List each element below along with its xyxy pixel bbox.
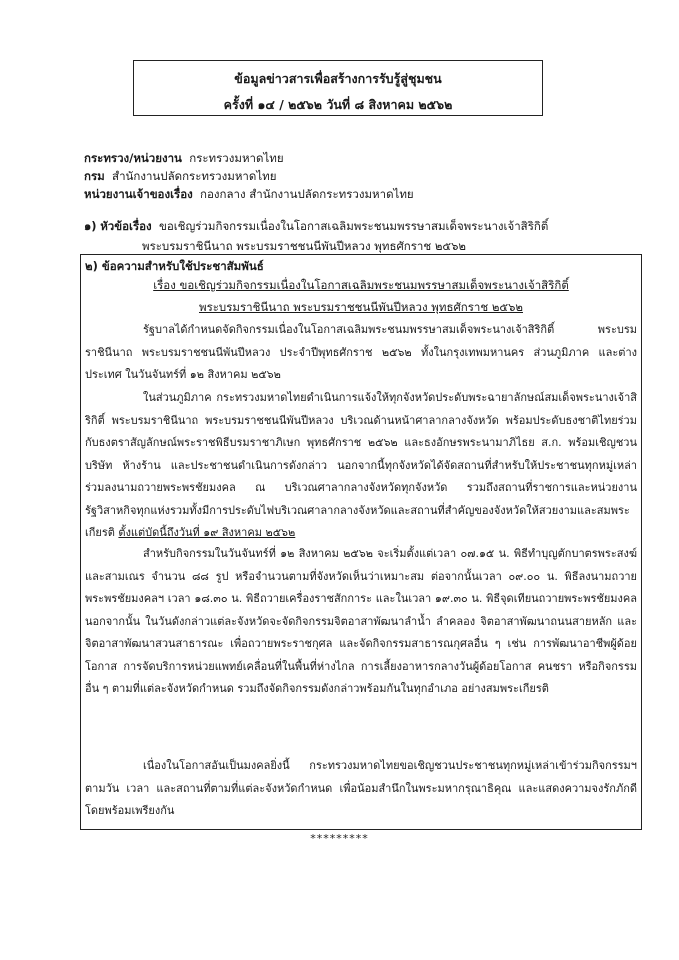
paragraph-1: รัฐบาลได้กำหนดจัดกิจกรรมเนื่องในโอกาสเฉลิมพระชนมพรรษาสมเด็จพระนางเจ้าสิริกิติ์ พระบรมราชินีนาถ พระบรมราชชนนีพันปีหลวง ประจำปีพุทธศักราช ๒๕๖๒ ทั้งในกรุงเทพมหานคร ส่วนภูมิภาค และต่างประเทศ ในวันจันทร์ที่ ๑๒ สิงหาคม ๒๕๖๒	[85, 323, 637, 381]
owner-label: หน่วยงานเจ้าของเรื่อง	[84, 187, 193, 201]
paragraph-3: สำหรับกิจกรรมในวันจันทร์ที่ ๑๒ สิงหาคม ๒๕๖๒ จะเริ่มตั้งแต่เวลา ๐๗.๑๕ น. พิธีทำบุญตักบาตรพระสงฆ์และสามเณร จำนวน ๘๘ รูป หรือจำนวนตามที่จังหวัดเห็นว่าเหมาะสม ต่อจากนั้นเวลา ๐๙.๐๐ น. พิธีลงนามถวายพระพรชัยมงคลฯ เวลา ๑๘.๓๐ น. พิธีถวายเครื่องราชสักการะ และในเวลา ๑๙.๓๐ น. พิธีจุดเทียนถวายพระพรชัยมงคล นอกจากนั้น ในวันดังกล่าวแต่ละจังหวัดจะจัดกิจกรรมจิตอาสาพัฒนาลำน้ำ ลำคลอง จิตอาสาพัฒนาถนนสายหลัก และจิตอาสาพัฒนาสวนสาธารณะ เพื่อถวายพระราชกุศล และจัดกิจกรรมสาธารณกุศลอื่น ๆ เช่น การพัฒนาอาชีพผู้ด้อยโอกาส การจัดบริการหน่วยแพทย์เคลื่อนที่ในพื้นที่ห่างไกล การเลี้ยงอาหารกลางวันผู้ด้อยโอกาส คนชรา หรือกิจกรรมอื่น ๆ ตามที่แต่ละจังหวัดกำหนด รวมถึงจัดกิจกรรมดังกล่าวพร้อมกันในทุกอำเภอ อย่างสมพระเกียรติ	[85, 547, 637, 695]
topic-number: ๑)	[84, 219, 97, 233]
pr-title-line2: พระบรมราชินีนาถ พระบรมราชชนนีพันปีหลวง พุทธศักราช ๒๕๖๒	[199, 300, 523, 314]
paragraph-2	[85, 387, 637, 545]
topic-line2: พระบรมราชินีนาถ พระบรมราชชนนีพันปีหลวง พุทธศักราช ๒๕๖๒	[142, 239, 466, 253]
meta-department	[84, 168, 276, 184]
department-value: สำนักงานปลัดกระทรวงมหาดไทย	[112, 169, 277, 183]
paragraph-4: เนื่องในโอกาสอันเป็นมงคลยิ่งนี้ กระทรวงมหาดไทยขอเชิญชวนประชาชนทุกหมู่เหล่าเข้าร่วมกิจกรรมฯ ตามวัน เวลา และสถานที่ตามที่แต่ละจังหวัดกำหนด เพื่อน้อมสำนึกในพระมหากรุณาธิคุณ และแสดงความจงรักภักดีโดยพร้อมเพรียงกัน	[85, 759, 637, 817]
end-marker: *********	[310, 832, 369, 845]
header-title: ข้อมูลข่าวสารเพื่อสร้างการรับรู้สู่ชุมชน	[234, 71, 442, 86]
ministry-value: กระทรวงมหาดไทย	[189, 151, 284, 165]
header-issue-date: ครั้งที่ ๑๔ / ๒๕๖๒ วันที่ ๘ สิงหาคม ๒๕๖๒	[223, 97, 453, 112]
pr-title-line1: เรื่อง ขอเชิญร่วมกิจกรรมเนื่องในโอกาสเฉลิมพระชนมพรรษาสมเด็จพระนางเจ้าสิริกิติ์	[153, 278, 569, 292]
paragraph-2-main: ในส่วนภูมิภาค กระทรวงมหาดไทยดำเนินการแจ้งให้ทุกจังหวัดประดับพระฉายาลักษณ์สมเด็จพระนางเจ้าสิริกิติ์ พระบรมราชินีนาถ พระบรมราชชนนีพันปีหลวง บริเวณด้านหน้าศาลากลางจังหวัด พร้อมประดับธงชาติไทยร่วมกับธงตราสัญลักษณ์พระราชพิธีบรมราชาภิเษก พุทธศักราช ๒๕๖๒ และธงอักษรพระนามาภิไธย ส.ก. พร้อมเชิญชวนบริษัท ห้างร้าน และประชาชนดำเนินการดังกล่าว นอกจากนี้ทุกจังหวัดได้จัดสถานที่สำหรับให้ประชาชนทุกหมู่เหล่า ร่วมลงนามถวายพระพรชัยมงคล ณ บริเวณศาลากลางจังหวัดทุกจังหวัด รวมถึงสถานที่ราชการและหน่วยงานรัฐวิสาหกิจทุกแห่งรวมทั้งมีการประดับไฟบริเวณศาลากลางจังหวัดและสถานที่สำคัญของจังหวัดให้สวยงามและสมพระเกียรติ	[85, 391, 637, 539]
topic-section	[84, 216, 644, 256]
paragraph-2-deadline: ตั้งแต่บัดนี้ถึงวันที่ ๑๙ สิงหาคม ๒๕๖๒	[118, 526, 296, 539]
pr-heading: ๒) ข้อความสำหรับใช้ประชาสัมพันธ์	[85, 259, 264, 273]
header-box	[133, 60, 543, 116]
topic-label: หัวข้อเรื่อง	[100, 219, 152, 233]
meta-owner	[84, 186, 414, 202]
ministry-label: กระทรวง/หน่วยงาน	[84, 151, 182, 165]
meta-ministry	[84, 150, 284, 166]
pr-message-box	[80, 254, 642, 830]
owner-value: กองกลาง สำนักงานปลัดกระทรวงมหาดไทย	[200, 187, 414, 201]
topic-line1: ขอเชิญร่วมกิจกรรมเนื่องในโอกาสเฉลิมพระชนมพรรษาสมเด็จพระนางเจ้าสิริกิติ์	[158, 219, 549, 233]
department-label: กรม	[84, 169, 105, 183]
